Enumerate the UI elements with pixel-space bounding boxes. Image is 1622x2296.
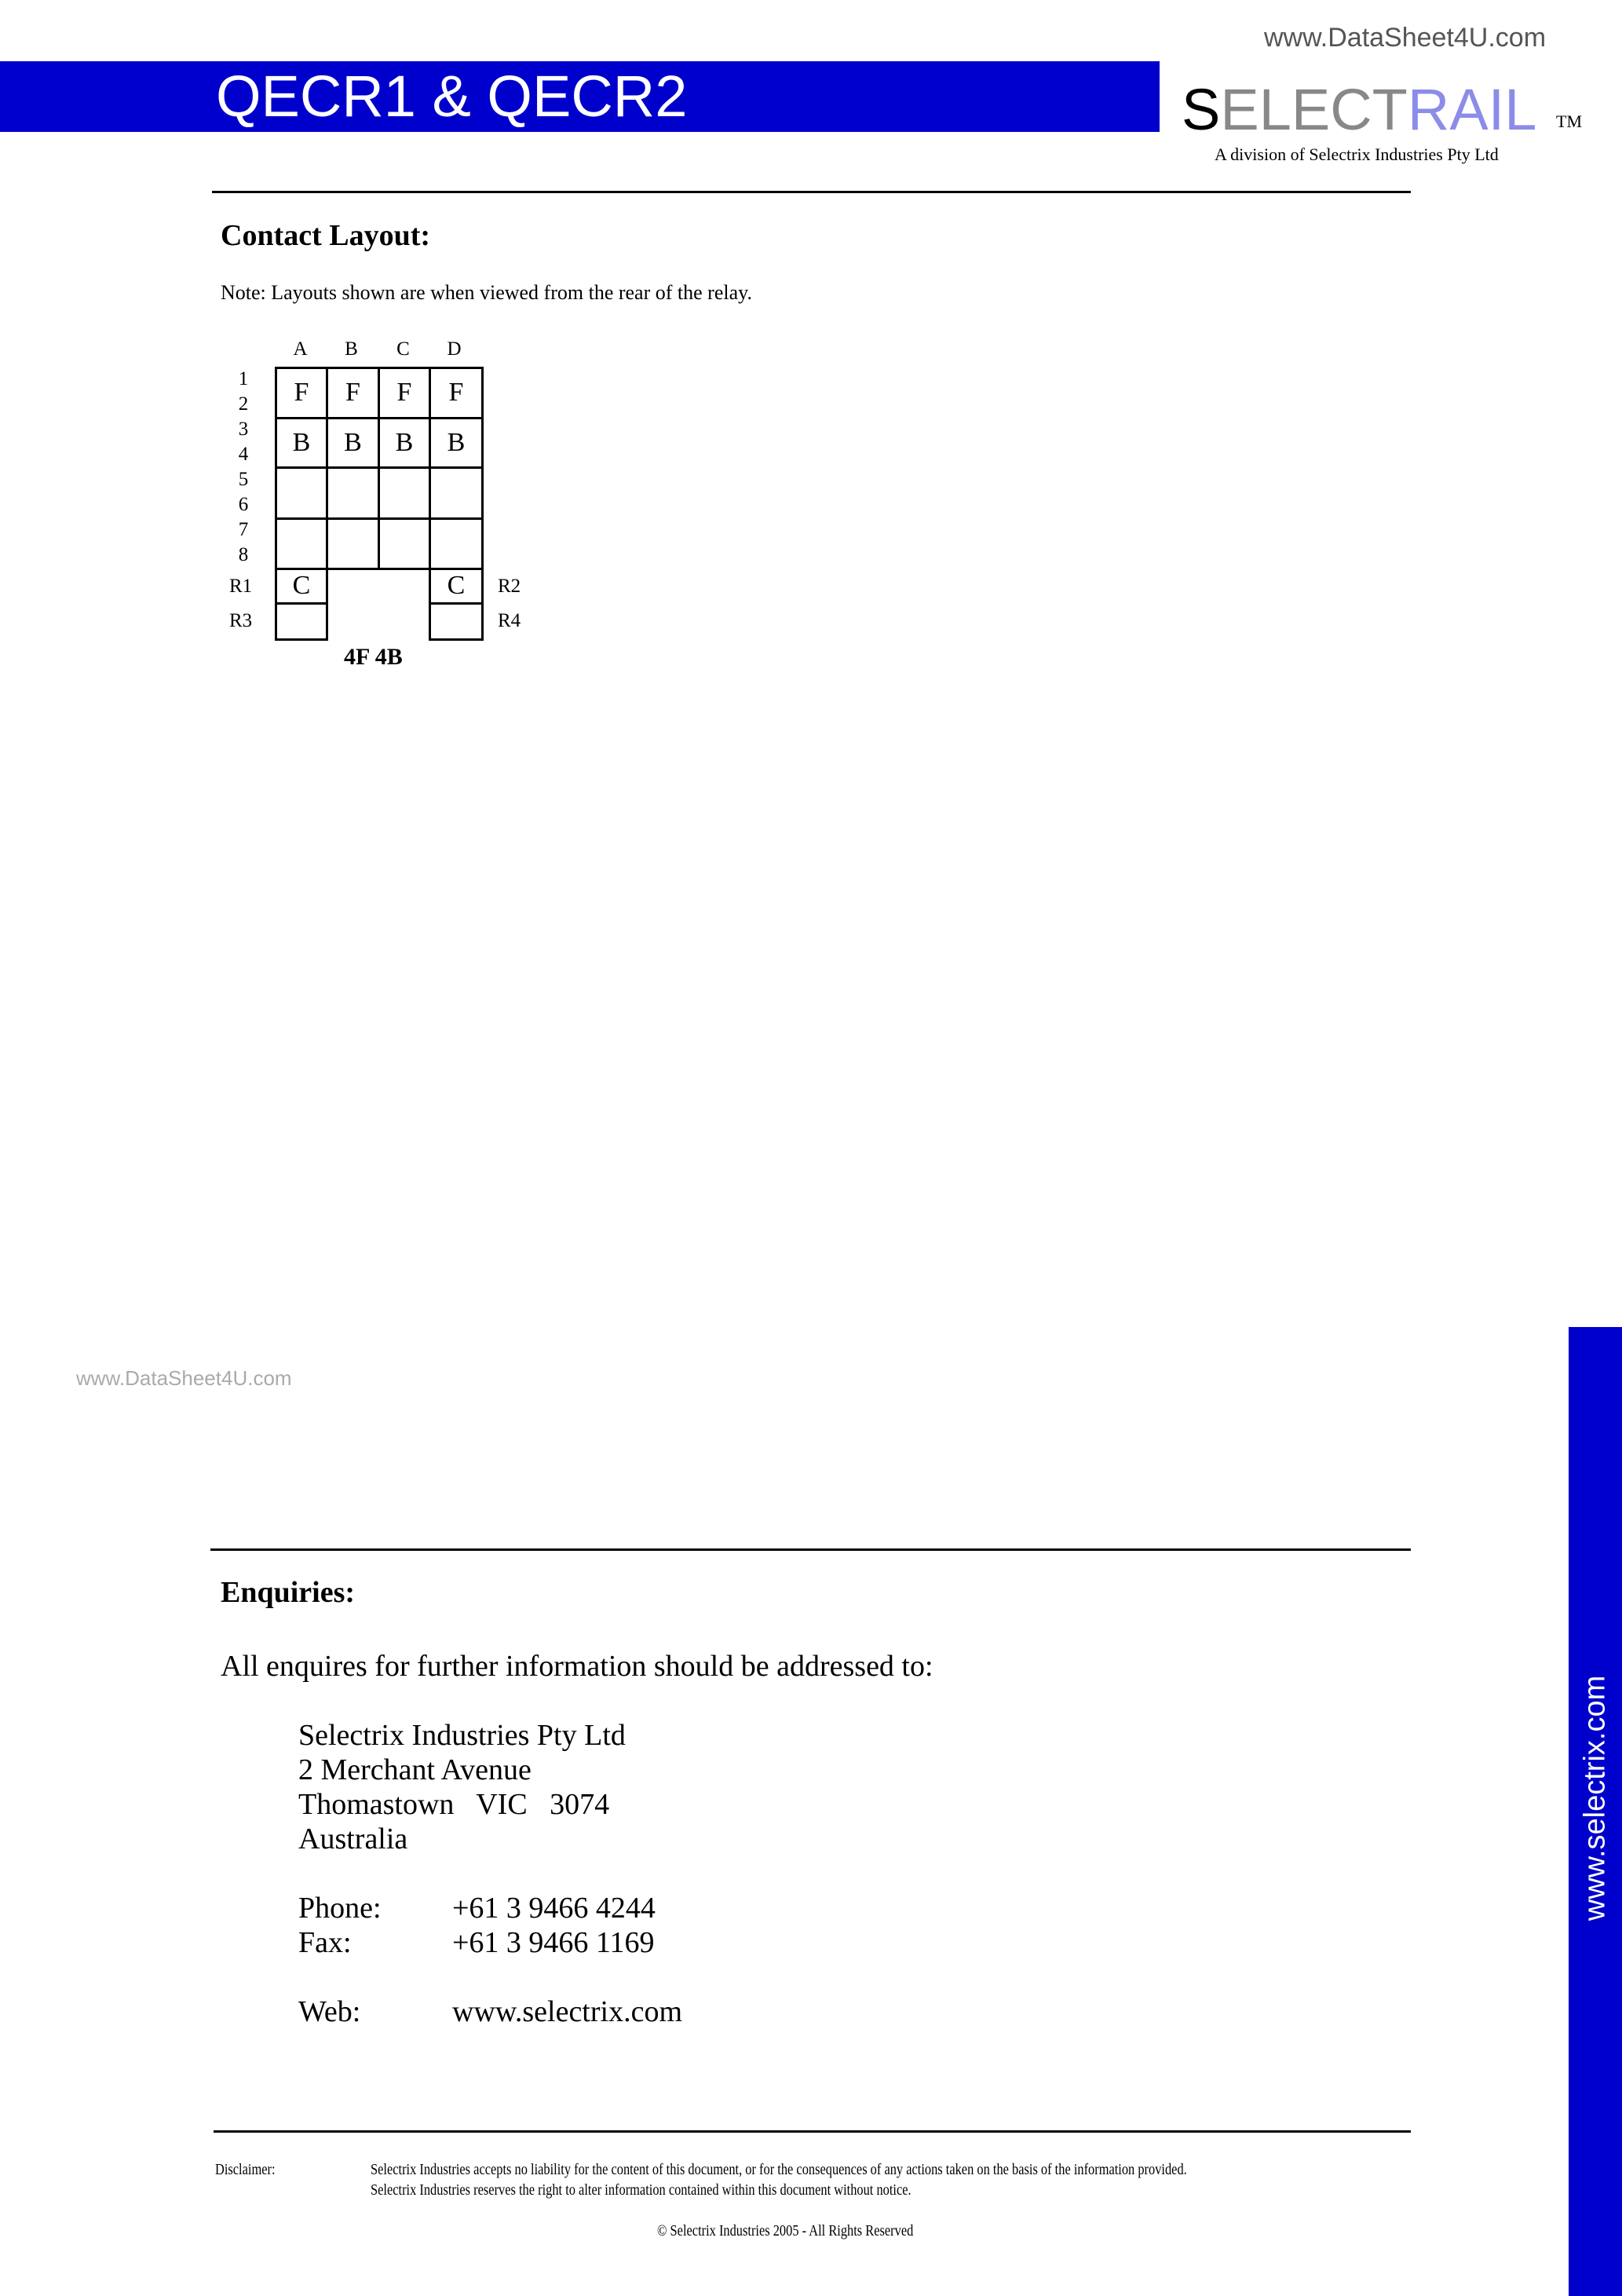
fax-value: +61 3 9466 1169: [452, 1926, 655, 1959]
contact-cell: [429, 517, 484, 570]
watermark-left: www.DataSheet4U.com: [76, 1366, 292, 1390]
contact-cell: [378, 466, 431, 520]
r-cell: [429, 602, 484, 641]
r-cell: C: [275, 568, 328, 605]
phone-value: +61 3 9466 4244: [452, 1892, 656, 1925]
copyright: © Selectrix Industries 2005 - All Rights Reserved: [657, 2222, 914, 2239]
contact-cell: [326, 517, 380, 570]
contact-cell: B: [378, 417, 431, 469]
row-label: 5: [238, 469, 249, 490]
contact-cell: [275, 517, 328, 570]
contact-cell: [378, 517, 431, 570]
divider: [212, 191, 1411, 193]
contact-cell: F: [429, 367, 484, 419]
row-label: 7: [238, 519, 249, 540]
disclaimer-line: Selectrix Industries accepts no liability for the content of this document, or for the consequences of any actions taken on the basis of the information provided.: [371, 2161, 1187, 2178]
contact-cell: [275, 466, 328, 520]
row-label: 2: [238, 393, 249, 415]
row-label: 4: [238, 444, 249, 465]
address-line: Selectrix Industries Pty Ltd: [298, 1719, 626, 1752]
layout-caption: 4F 4B: [344, 644, 403, 670]
layout-note: Note: Layouts shown are when viewed from the rear of the relay.: [221, 281, 752, 304]
side-website: www.selectrix.com: [1578, 1675, 1612, 1921]
contact-cell: B: [429, 417, 484, 469]
trademark: TM: [1556, 112, 1582, 131]
selectrail-logo: [1182, 79, 1536, 141]
row-label: 6: [238, 494, 249, 515]
logo-part: S: [1182, 77, 1221, 142]
row-label: 3: [238, 419, 249, 440]
row-label: 8: [238, 544, 249, 565]
contact-layout-heading: Contact Layout:: [221, 219, 431, 252]
fax-label: Fax:: [298, 1926, 352, 1959]
column-label: B: [345, 338, 358, 360]
r-label: R2: [498, 576, 521, 597]
contact-cell: [429, 466, 484, 520]
r-label: R1: [229, 576, 253, 597]
address-line: Thomastown VIC 3074: [298, 1788, 610, 1821]
contact-cell: F: [326, 367, 380, 419]
watermark-top: www.DataSheet4U.com: [1264, 23, 1547, 53]
contact-cell: B: [275, 417, 328, 469]
division-text: A division of Selectrix Industries Pty Ltd: [1215, 144, 1499, 164]
divider: [210, 1548, 1411, 1551]
contact-cell: B: [326, 417, 380, 469]
logo-part: RAIL: [1407, 77, 1537, 142]
column-label: A: [293, 338, 308, 360]
web-link[interactable]: www.selectrix.com: [452, 1995, 682, 2028]
r-cell: [275, 602, 328, 641]
enquiries-intro: All enquires for further information should be addressed to:: [221, 1650, 933, 1683]
enquiries-heading: Enquiries:: [221, 1576, 356, 1609]
address-line: Australia: [298, 1823, 408, 1855]
address-line: 2 Merchant Avenue: [298, 1753, 532, 1786]
r-cell: C: [429, 568, 484, 605]
column-label: D: [447, 338, 462, 360]
divider: [214, 2130, 1411, 2133]
contact-cell: F: [275, 367, 328, 419]
document-title: QECR1 & QECR2: [216, 64, 688, 129]
row-label: 1: [238, 368, 249, 389]
disclaimer-line: Selectrix Industries reserves the right to alter information contained within this document without notice.: [371, 2181, 911, 2199]
phone-label: Phone:: [298, 1892, 382, 1925]
contact-cell: F: [378, 367, 431, 419]
contact-cell: [326, 466, 380, 520]
disclaimer-label: Disclaimer:: [215, 2161, 276, 2178]
r-label: R4: [498, 610, 521, 631]
web-label: Web:: [298, 1995, 361, 2028]
column-label: C: [396, 338, 410, 360]
r-label: R3: [229, 610, 253, 631]
logo-part: ELECT: [1220, 77, 1408, 142]
